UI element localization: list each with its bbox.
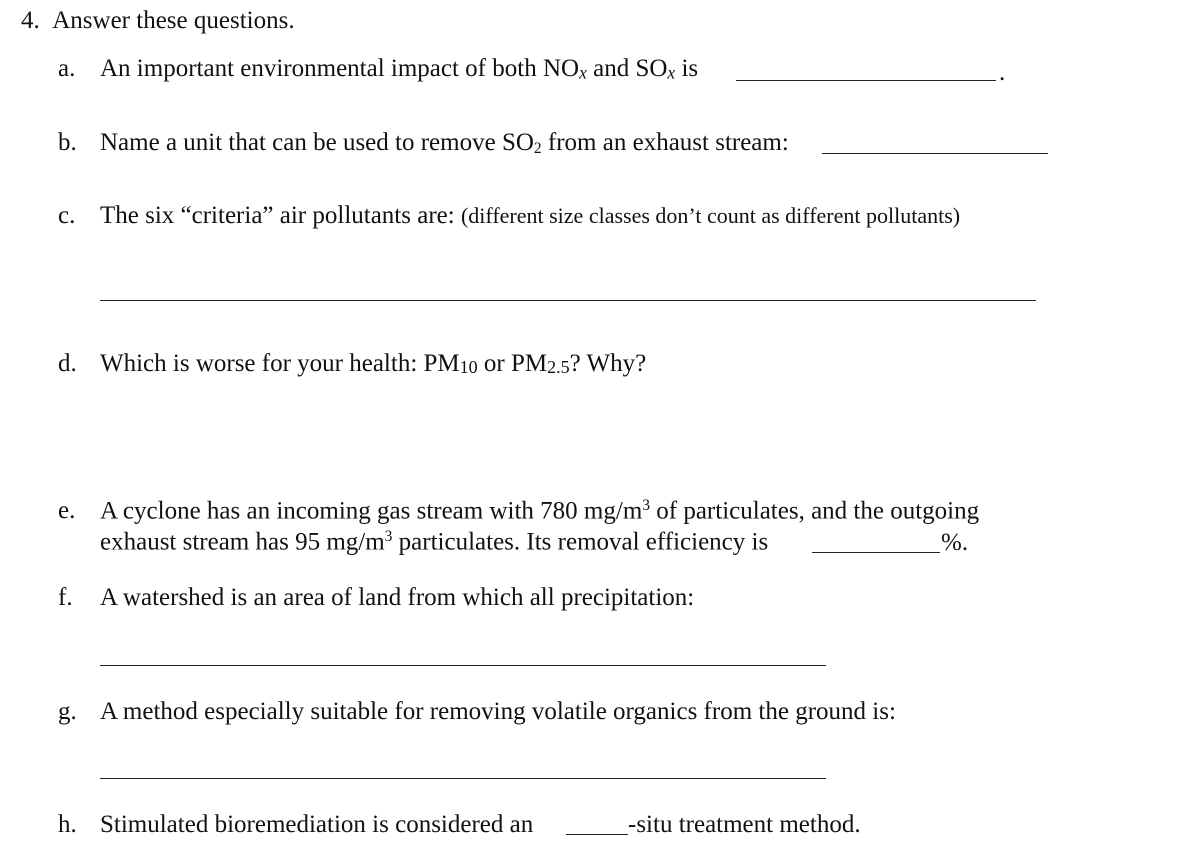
question-number: 4. [21,7,40,34]
item-g-answer-blank[interactable] [100,778,826,779]
item-a-answer-blank[interactable] [736,80,996,81]
item-h-text-before: Stimulated bioremediation is considered an [100,811,534,838]
item-a-text: An important environmental impact of both NOx and SOx is [100,55,699,83]
question-title: Answer these questions. [52,7,295,34]
item-a-period: . [999,59,1006,86]
item-f-answer-blank[interactable] [100,665,826,666]
item-c-letter: c. [58,202,76,229]
item-e-line1: A cyclone has an incoming gas stream with 780 $mg/m^3$ of particulates, and the outgoing [100,497,980,525]
item-d-text: Which is worse for your health: PM10 or PM2.5? Why? [100,350,647,378]
item-b-letter: b. [58,129,77,156]
item-e-percent: %. [941,529,969,556]
item-c-note: (different size classes don’t count as different pollutants) [460,203,961,228]
item-e-line2: exhaust stream has 95 $mg/m^3$ particulates. Its removal efficiency is [100,528,769,556]
item-c-answer-blank[interactable] [100,300,1036,301]
question-header [21,8,295,33]
item-b-answer-blank[interactable] [822,153,1048,154]
item-h-text-after: -situ treatment method. [628,811,861,838]
item-b-text: Name a unit that can be used to remove SO2 from an exhaust stream: [100,129,789,157]
item-e-answer-blank[interactable] [812,552,940,553]
item-f-text: A watershed is an area of land from which all precipitation: [100,584,695,611]
item-c-text: The six “criteria” air pollutants are: (different size classes don’t count as different pollutants) [100,202,961,229]
item-e-letter: e. [58,497,76,524]
item-h-answer-blank[interactable] [566,834,628,835]
item-d-letter: d. [58,350,77,377]
item-a-letter: a. [58,55,76,82]
item-f-letter: f. [58,584,73,611]
item-h-letter: h. [58,811,77,838]
item-g-text: A method especially suitable for removing volatile organics from the ground is: [100,698,896,725]
item-g-letter: g. [58,698,77,725]
